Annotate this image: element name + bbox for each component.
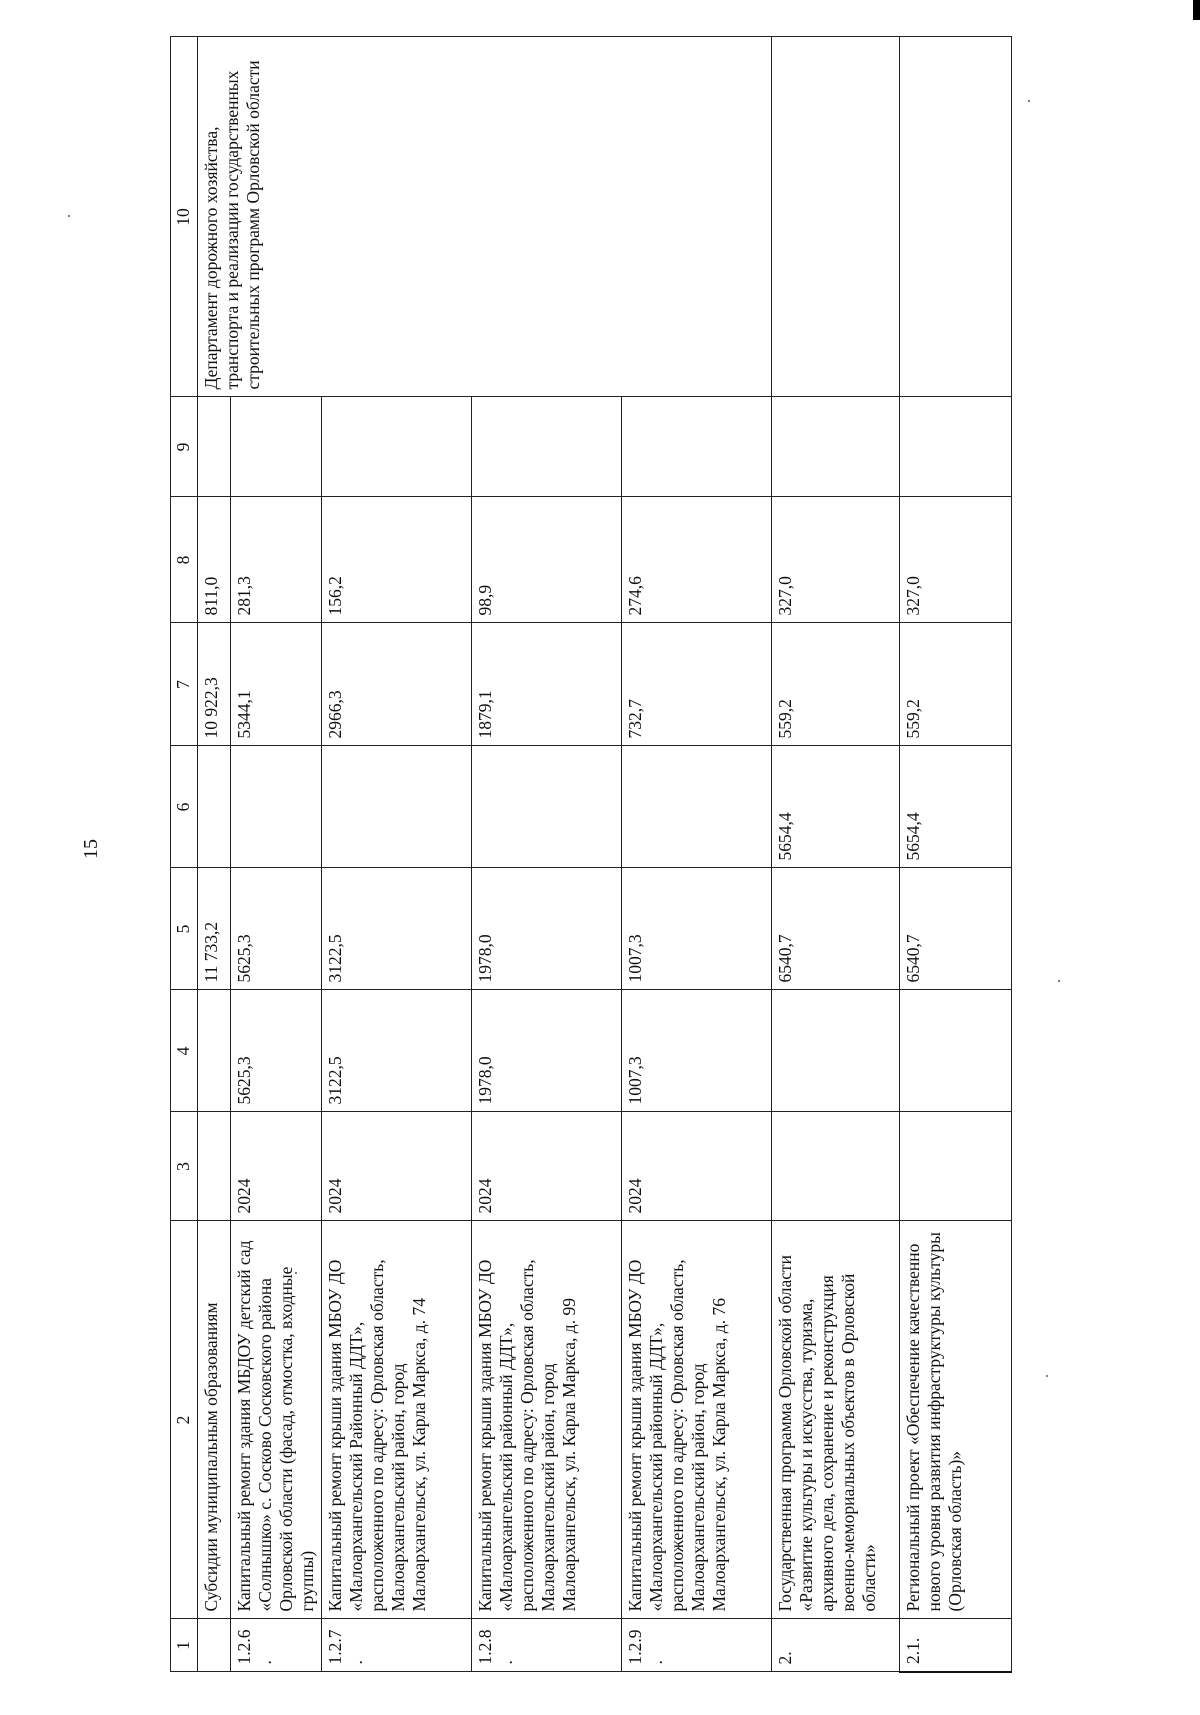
row-col7: 1879,1 (472, 623, 622, 746)
row-col6: 5654,4 (900, 746, 1012, 868)
row-year (900, 1112, 1012, 1221)
row-col4 (900, 990, 1012, 1112)
row-col8: 811,0 (198, 497, 231, 623)
header-cell-8: 8 (171, 497, 198, 623)
row-col9 (231, 397, 322, 497)
row-name: Региональный проект «Обеспечение качественно нового уровня развития инфраструктуры культуры (Орловская область)» (900, 1221, 1012, 1619)
header-cell-10: 10 (171, 37, 198, 397)
row-name: Субсидии муниципальным образованиям (198, 1221, 231, 1619)
header-cell-9: 9 (171, 397, 198, 497)
row-col9 (198, 397, 231, 497)
scan-speck (68, 215, 70, 217)
row-number: 1.2.6. (231, 1619, 322, 1672)
row-number (198, 1619, 231, 1672)
row-number: 1.2.8. (472, 1619, 622, 1672)
row-col9 (472, 397, 622, 497)
row-col4 (198, 990, 231, 1112)
row-col6: 5654,4 (772, 746, 900, 868)
header-cell-1: 1 (171, 1619, 198, 1672)
row-col5: 5625,3 (231, 868, 322, 990)
budget-table (170, 37, 1012, 1674)
row-col7: 10 922,3 (198, 623, 231, 746)
row-year (198, 1112, 231, 1221)
row-year: 2024 (231, 1112, 322, 1221)
row-col9 (322, 397, 472, 497)
row-col10 (900, 37, 1012, 397)
row-col7: 5344,1 (231, 623, 322, 746)
rotated-table-container (170, 38, 1035, 1673)
row-col9 (772, 397, 900, 497)
row-col9 (900, 397, 1012, 497)
row-col8: 98,9 (472, 497, 622, 623)
row-col5: 3122,5 (322, 868, 472, 990)
row-col8: 327,0 (772, 497, 900, 623)
row-col10 (772, 37, 900, 397)
row-name: Государственная программа Орловской области «Развитие культуры и искусства, туризма, архивного дела, сохранение и реконструкция военно-мемориальных объектов в Орловской области» (772, 1221, 900, 1619)
row-col4: 1978,0 (472, 990, 622, 1112)
row-col7: 2966,3 (322, 623, 472, 746)
row-col6 (231, 746, 322, 868)
row-number: 1.2.7. (322, 1619, 472, 1672)
row-col4 (772, 990, 900, 1112)
header-cell-3: 3 (171, 1112, 198, 1221)
row-number: 2. (772, 1619, 900, 1672)
row-col5: 11 733,2 (198, 868, 231, 990)
table-row (772, 37, 900, 1672)
row-col8: 156,2 (322, 497, 472, 623)
header-row (171, 37, 198, 1672)
row-col8: 274,6 (622, 497, 772, 623)
responsible-department: Департамент дорожного хозяйства, транспорта и реализации государственных строительных программ Орловской области (198, 37, 772, 397)
row-name: Капитальный ремонт крыши здания МБОУ ДО «Малоархангельский районный ДДТ», расположенного по адресу: Орловская область, Малоархангельский район, город Малоархангельск, ул. Карла Маркса, д. 99 (472, 1221, 622, 1619)
row-col6 (622, 746, 772, 868)
row-col5: 1007,3 (622, 868, 772, 990)
row-col4: 5625,3 (231, 990, 322, 1112)
scan-speck (1058, 980, 1060, 982)
scan-speck (1046, 1375, 1048, 1377)
row-number: 2.1. (900, 1619, 1012, 1672)
row-col5: 6540,7 (772, 868, 900, 990)
row-col5: 1978,0 (472, 868, 622, 990)
row-col7: 559,2 (900, 623, 1012, 746)
row-year (772, 1112, 900, 1221)
scan-corner-mark (1193, 0, 1200, 20)
row-col4: 1007,3 (622, 990, 772, 1112)
row-name: Капитальный ремонт здания МБДОУ детский сад «Солнышко» с. Сосково Сосковского района Орловской области (фасад, отмостка, входные группы) (231, 1221, 322, 1619)
table-row (900, 37, 1012, 1672)
row-year: 2024 (622, 1112, 772, 1221)
row-name: Капитальный ремонт крыши здания МБОУ ДО «Малоархангельский Районный ДДТ», расположенного по адресу: Орловская область, Малоархангельский район, город Малоархангельск, ул. Карла Маркса, д. 74 (322, 1221, 472, 1619)
row-col8: 281,3 (231, 497, 322, 623)
header-cell-6: 6 (171, 746, 198, 868)
row-col5: 6540,7 (900, 868, 1012, 990)
row-col6 (322, 746, 472, 868)
row-col6 (472, 746, 622, 868)
table-row (198, 37, 231, 1672)
row-number: 1.2.9. (622, 1619, 772, 1672)
row-col9 (622, 397, 772, 497)
page-number: 15 (80, 839, 102, 859)
row-col8: 327,0 (900, 497, 1012, 623)
header-cell-4: 4 (171, 990, 198, 1112)
row-name: Капитальный ремонт крыши здания МБОУ ДО «Малоархангельский районный ДДТ», расположенного по адресу: Орловская область, Малоархангельский район, город Малоархангельск, ул. Карла Маркса, д. 76 (622, 1221, 772, 1619)
header-cell-5: 5 (171, 868, 198, 990)
row-year: 2024 (472, 1112, 622, 1221)
row-col7: 559,2 (772, 623, 900, 746)
header-cell-7: 7 (171, 623, 198, 746)
row-year: 2024 (322, 1112, 472, 1221)
row-col4: 3122,5 (322, 990, 472, 1112)
header-cell-2: 2 (171, 1221, 198, 1619)
row-col7: 732,7 (622, 623, 772, 746)
row-col6 (198, 746, 231, 868)
